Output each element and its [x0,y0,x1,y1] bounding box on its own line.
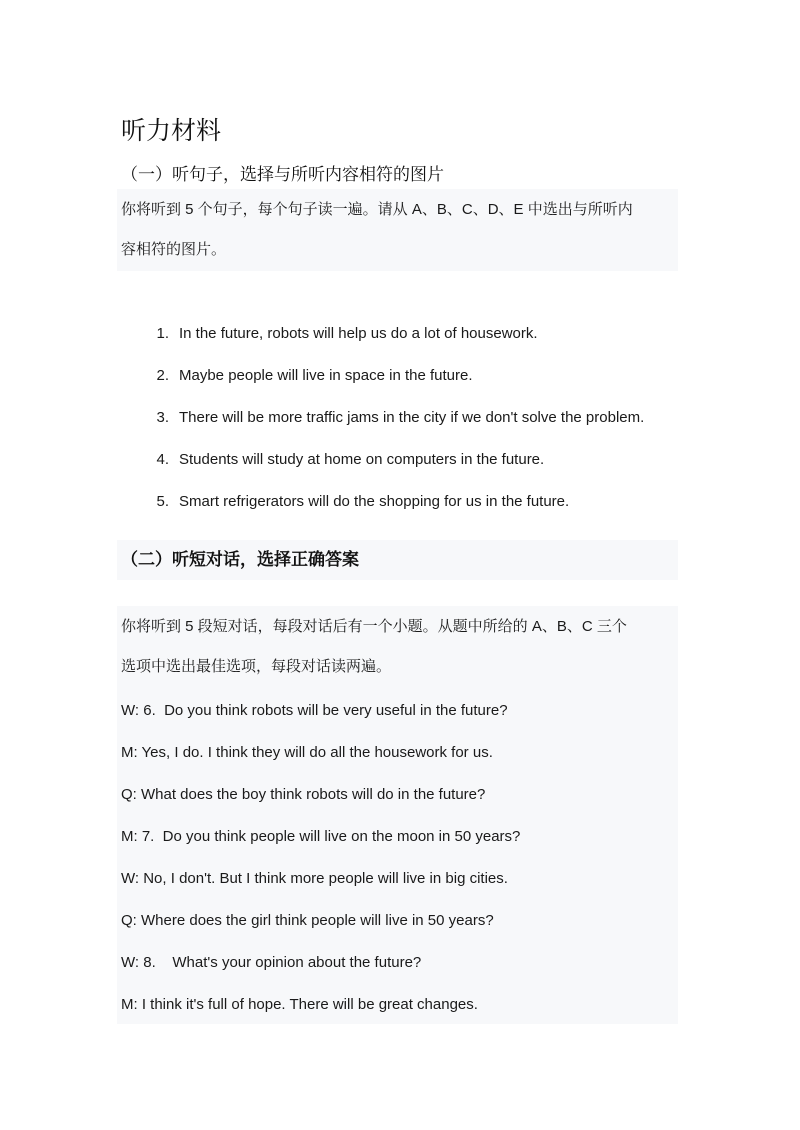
section2-instruction-line2: 选项中选出最佳选项，每段对话读两遍。 [121,658,392,675]
list-item [121,312,691,354]
section2-instruction-line1: 你将听到 5 段短对话，每段对话后有一个小题。从题中所给的 A、B、C 三个 [121,618,627,635]
dialogue-line: W: 6. Do you think robots will be very useful in the future? [121,702,508,719]
list-item [121,480,691,522]
list-item-text: In the future, robots will help us do a lot of housework. [179,324,538,342]
dialogue-line: W: No, I don't. But I think more people will live in big cities. [121,870,508,887]
sentence-list [121,312,691,522]
list-item-text: Maybe people will live in space in the future. [179,366,473,384]
section1-instruction-line1: 你将听到 5 个句子，每个句子读一遍。请从 A、B、C、D、E 中选出与所听内 [121,201,633,218]
list-item [121,354,691,396]
list-item-number: 5. [156,492,169,510]
list-item-text: Smart refrigerators will do the shopping for us in the future. [179,492,570,510]
list-item-number: 3. [156,408,169,426]
section2-heading-block [117,540,678,580]
dialogue-line: M: I think it's full of hope. There will be great changes. [121,996,478,1013]
dialogue-line: Q: Where does the girl think people will live in 50 years? [121,912,494,929]
list-item-number: 2. [156,366,169,384]
list-item [121,438,691,480]
list-item [121,396,691,438]
list-item-text: Students will study at home on computers in the future. [179,450,545,468]
dialogue-list [121,690,681,1026]
list-item-number: 4. [156,450,169,468]
section1-heading: （一）听句子，选择与所听内容相符的图片 [121,165,444,184]
section1-instruction-block [117,189,678,271]
section1-instruction-line2: 容相符的图片。 [121,241,227,258]
page-title: 听力材料 [121,117,222,145]
dialogue-line: M: 7. Do you think people will live on the moon in 50 years? [121,828,521,845]
dialogue-line: W: 8. What's your opinion about the future? [121,954,422,971]
dialogue-line: Q: What does the boy think robots will do in the future? [121,786,486,803]
section2-heading: （二）听短对话，选择正确答案 [121,550,359,569]
dialogue-line: M: Yes, I do. I think they will do all the housework for us. [121,744,493,761]
list-item-text: There will be more traffic jams in the city if we don't solve the problem. [179,408,645,426]
list-item-number: 1. [156,324,169,342]
